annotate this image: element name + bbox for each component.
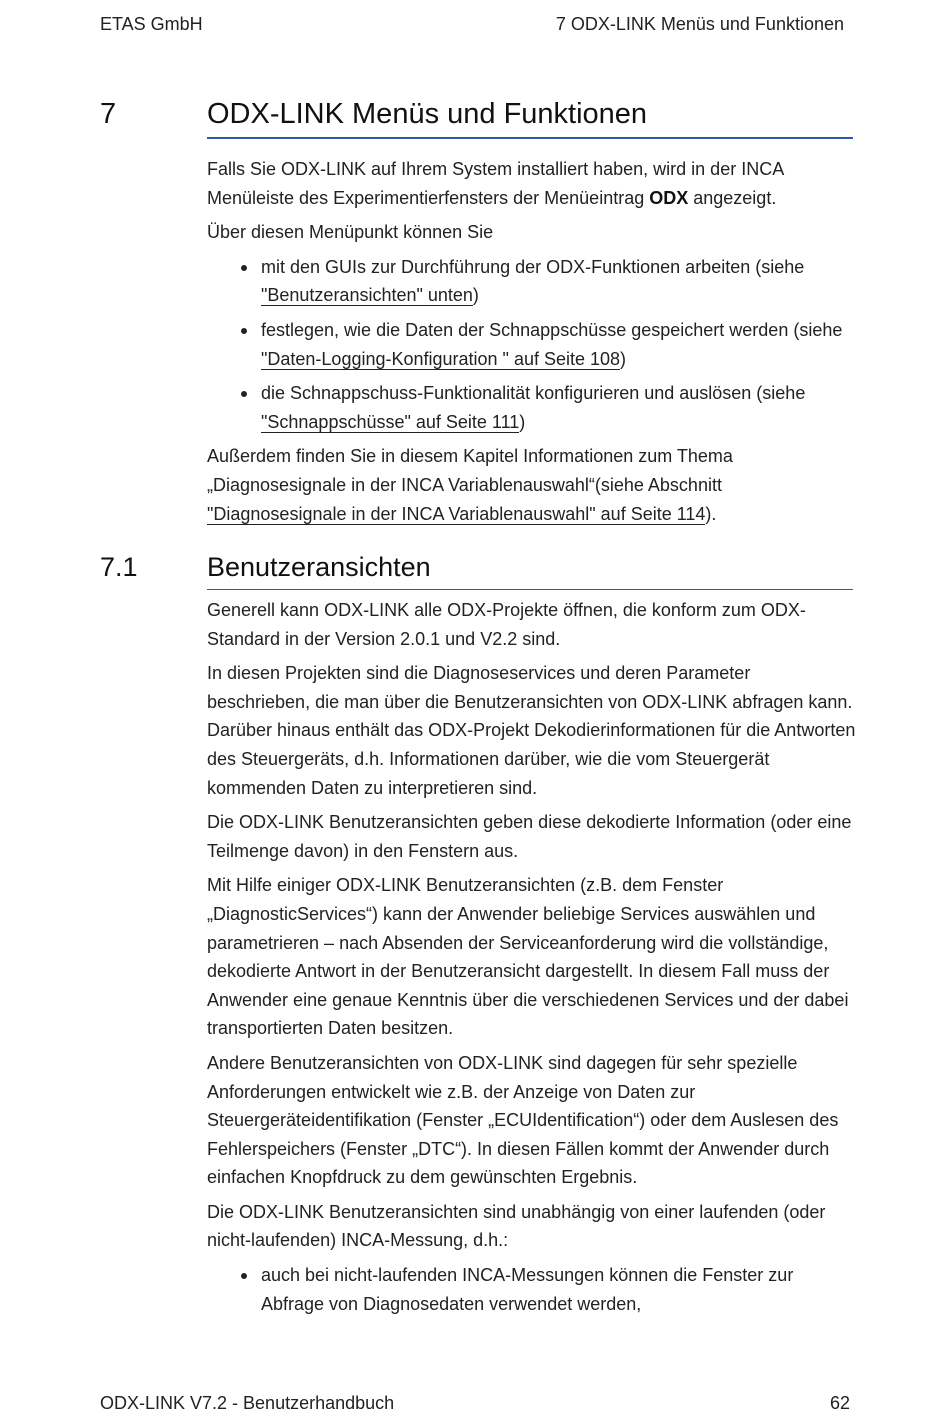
outro-paragraph: Außerdem finden Sie in diesem Kapitel Informationen zum Thema „Diagnosesignale in der INCA Variablenauswahl“(siehe Abschnitt "Diagnosesignale in der INCA Variablenauswahl" auf Seite 114). [207, 446, 733, 524]
footer-document-title: ODX-LINK V7.2 - Benutzerhandbuch [100, 1393, 395, 1413]
cross-reference-link[interactable]: "Benutzeransichten" unten [261, 285, 473, 306]
independence-list [207, 1261, 857, 1318]
list-item: festlegen, wie die Daten der Schnappschüsse gespeichert werden (siehe "Daten-Logging-Konfiguration " auf Seite 108) [207, 316, 857, 373]
list-item: auch bei nicht-laufenden INCA-Messungen können die Fenster zur Abfrage von Diagnosedaten verwendet werden, [207, 1261, 857, 1318]
bullet-icon [241, 328, 247, 334]
list-item: mit den GUIs zur Durchführung der ODX-Funktionen arbeiten (siehe "Benutzeransichten" unten) [207, 253, 857, 310]
section-body [207, 155, 857, 534]
running-header-company: ETAS GmbH [100, 14, 203, 34]
body-paragraph: Mit Hilfe einiger ODX-LINK Benutzeransichten (z.B. dem Fenster „DiagnosticServices“) kann der Anwender beliebige Services auswählen und parametrieren – nach Absenden der Serviceanforderung wird die vollständige, dekodierte Antwort in der Benutzeransicht dargestellt. In diesem Fall muss der Anwender eine genaue Kenntnis über die verschiedenen Services und der dabei transportierten Daten besitzen. [207, 875, 849, 1039]
cross-reference-link[interactable]: "Diagnosesignale in der INCA Variablenauswahl" auf Seite 114 [207, 503, 706, 524]
subsection-number: 7.1 [100, 552, 138, 582]
body-paragraph: Die ODX-LINK Benutzeransichten sind unabhängig von einer laufenden (oder nicht-laufenden) INCA-Messung, d.h.: [207, 1201, 826, 1251]
intro-paragraph: Falls Sie ODX-LINK auf Ihrem System installiert haben, wird in der INCA Menüleiste des Experimentierfensters der Menüeintrag ODX angezeigt. [207, 159, 784, 208]
feature-list [207, 253, 857, 437]
bullet-icon [241, 265, 247, 271]
body-paragraph: Andere Benutzeransichten von ODX-LINK sind dagegen für sehr spezielle Anforderungen entwickelt wie z.B. der Anzeige von Daten zur Steuergeräteidentifikation (Fenster „ECUIdentification“) oder dem Auslesen des Fehlerspeichers (Fenster „DTC“). In diesen Fällen kommt der Anwender durch einfachen Knopfdruck zu dem gewünschten Ergebnis. [207, 1052, 839, 1188]
running-header-chapter: 7 ODX-LINK Menüs und Funktionen [555, 14, 844, 34]
bullet-icon [241, 1273, 247, 1279]
body-paragraph: Die ODX-LINK Benutzeransichten geben diese dekodierte Information (oder eine Teilmenge davon) in den Fenstern aus. [207, 812, 852, 861]
subsection-body [207, 596, 857, 1324]
bullet-icon [241, 391, 247, 397]
body-paragraph: Generell kann ODX-LINK alle ODX-Projekte öffnen, die konform zum ODX-Standard in der Version 2.0.1 und V2.2 sind. [207, 600, 806, 649]
body-paragraph: In diesen Projekten sind die Diagnoseservices und deren Parameter beschrieben, die man über die Benutzeransichten von ODX-LINK abfragen kann. Darüber hinaus enthält das ODX-Projekt Dekodierinformationen für die Antworten des Steuergeräts, d.h. Informationen darüber, wie die vom Steuergerät kommenden Daten zu interpretieren sind. [207, 663, 856, 798]
list-item: die Schnappschuss-Funktionalität konfigurieren und auslösen (siehe "Schnappschüsse" auf Seite 111) [207, 379, 857, 436]
page-number: 62 [829, 1393, 850, 1413]
odx-menu-name: ODX [649, 187, 689, 208]
cross-reference-link[interactable]: "Daten-Logging-Konfiguration " auf Seite 108 [261, 348, 621, 369]
section-title: ODX-LINK Menüs und Funktionen [207, 98, 853, 139]
cross-reference-link[interactable]: "Schnappschüsse" auf Seite 111 [261, 411, 520, 432]
section-number: 7 [100, 98, 117, 130]
intro-lead-paragraph: Über diesen Menüpunkt können Sie [207, 222, 494, 243]
subsection-title: Benutzeransichten [207, 552, 853, 590]
